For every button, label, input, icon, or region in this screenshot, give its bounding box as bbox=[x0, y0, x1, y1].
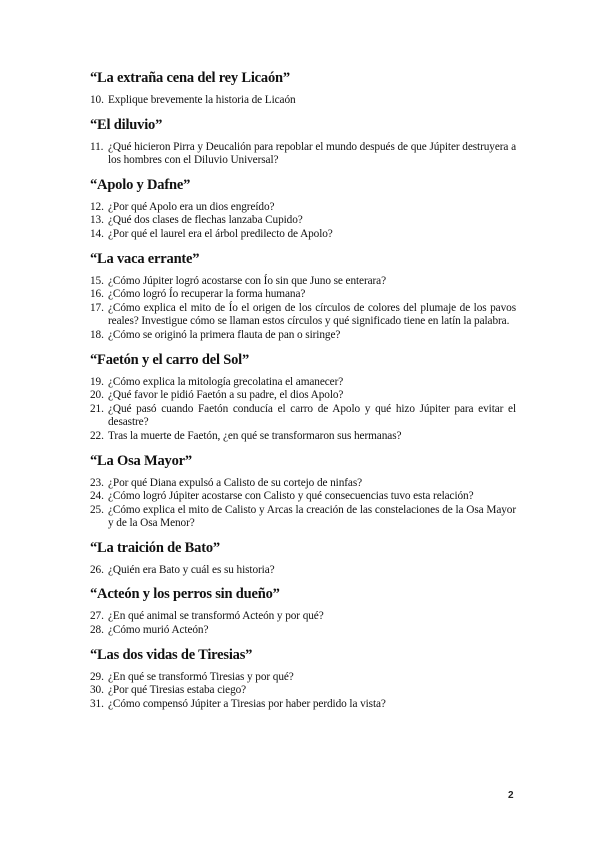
question-text: ¿Qué hicieron Pirra y Deucalión para repoblar el mundo después de que Júpiter destruyera a los hombres con el Diluvio Universal? bbox=[108, 140, 516, 167]
question-item bbox=[90, 430, 516, 444]
question-number: 26. bbox=[90, 563, 104, 576]
section bbox=[90, 70, 516, 108]
question-text: ¿Por qué Tiresias estaba ciego? bbox=[108, 684, 247, 697]
question-list bbox=[90, 201, 516, 242]
question-number: 30. bbox=[90, 684, 104, 697]
question-item bbox=[90, 610, 516, 624]
question-item bbox=[90, 94, 516, 108]
question-text: ¿Qué pasó cuando Faetón conducía el carro de Apolo y qué hizo Júpiter para evitar el desastre? bbox=[108, 402, 516, 429]
question-text: ¿En qué animal se transformó Acteón y por qué? bbox=[108, 610, 324, 623]
question-list bbox=[90, 275, 516, 343]
section-title: “Apolo y Dafne” bbox=[90, 176, 191, 193]
question-text: ¿En qué se transformó Tiresias y por qué? bbox=[108, 670, 294, 683]
section-title: “Las dos vidas de Tiresias” bbox=[90, 646, 253, 663]
section bbox=[90, 540, 516, 578]
page-number: 2 bbox=[508, 790, 514, 801]
question-number: 10. bbox=[90, 94, 104, 106]
question-number: 17. bbox=[90, 301, 104, 314]
question-text: ¿Cómo explica el mito de Ío el origen de los círculos de colores del plumaje de los pavos reales? Investigue cómo se llaman estos círculos y qué significado tiene en latín la palabra. bbox=[108, 301, 516, 328]
section bbox=[90, 352, 516, 444]
question-list bbox=[90, 671, 516, 712]
question-number: 11. bbox=[90, 140, 104, 153]
question-text: ¿Cómo compensó Júpiter a Tiresias por haber perdido la vista? bbox=[108, 697, 386, 710]
question-number: 29. bbox=[90, 670, 104, 683]
question-item bbox=[90, 698, 516, 712]
question-number: 14. bbox=[90, 227, 104, 240]
question-text: ¿Qué dos clases de flechas lanzaba Cupido? bbox=[108, 214, 303, 227]
question-text: ¿Por qué Apolo era un dios engreído? bbox=[108, 200, 275, 213]
question-list bbox=[90, 376, 516, 444]
question-item bbox=[90, 490, 516, 504]
question-item bbox=[90, 376, 516, 390]
question-item bbox=[90, 624, 516, 638]
question-number: 12. bbox=[90, 200, 104, 213]
section-title: “La traición de Bato” bbox=[90, 539, 220, 556]
question-text: ¿Cómo logró Júpiter acostarse con Calisto y qué consecuencias tuvo esta relación? bbox=[108, 490, 474, 503]
section bbox=[90, 251, 516, 343]
question-item bbox=[90, 141, 516, 168]
question-number: 28. bbox=[90, 624, 104, 637]
section-title: “La extraña cena del rey Licaón” bbox=[90, 70, 290, 86]
question-item bbox=[90, 214, 516, 228]
question-item bbox=[90, 564, 516, 578]
question-number: 21. bbox=[90, 402, 104, 415]
question-item bbox=[90, 504, 516, 531]
question-text: ¿Cómo explica el mito de Calisto y Arcas la creación de las constelaciones de la Osa Mayor y de la Osa Menor? bbox=[108, 503, 516, 530]
question-text: ¿Cómo logró Ío recuperar la forma humana? bbox=[108, 288, 306, 301]
question-text: ¿Por qué Diana expulsó a Calisto de su cortejo de ninfas? bbox=[108, 476, 363, 489]
question-text: ¿Cómo Júpiter logró acostarse con Ío sin que Juno se enterara? bbox=[108, 274, 387, 287]
question-list bbox=[90, 564, 516, 578]
section bbox=[90, 647, 516, 712]
question-text: ¿Cómo murió Acteón? bbox=[108, 624, 209, 637]
question-text: ¿Quién era Bato y cuál es su historia? bbox=[108, 563, 275, 576]
question-number: 13. bbox=[90, 214, 104, 227]
document-body bbox=[90, 70, 516, 720]
question-list bbox=[90, 610, 516, 637]
question-item bbox=[90, 403, 516, 430]
question-item bbox=[90, 201, 516, 215]
question-number: 31. bbox=[90, 697, 104, 710]
question-list bbox=[90, 477, 516, 531]
question-number: 15. bbox=[90, 274, 104, 287]
question-number: 24. bbox=[90, 490, 104, 503]
question-item bbox=[90, 329, 516, 343]
question-item bbox=[90, 288, 516, 302]
question-number: 25. bbox=[90, 503, 104, 516]
question-text: ¿Por qué el laurel era el árbol predilecto de Apolo? bbox=[108, 227, 333, 240]
section bbox=[90, 117, 516, 168]
question-number: 27. bbox=[90, 610, 104, 623]
question-list bbox=[90, 141, 516, 168]
section-title: “Faetón y el carro del Sol” bbox=[90, 351, 250, 368]
section-title: “La vaca errante” bbox=[90, 250, 200, 267]
question-number: 22. bbox=[90, 429, 104, 442]
question-text: ¿Qué favor le pidió Faetón a su padre, el dios Apolo? bbox=[108, 389, 344, 402]
question-text: ¿Cómo se originó la primera flauta de pan o siringe? bbox=[108, 328, 341, 341]
question-item bbox=[90, 302, 516, 329]
question-text: ¿Cómo explica la mitología grecolatina el amanecer? bbox=[108, 375, 344, 388]
question-text: Tras la muerte de Faetón, ¿en qué se transformaron sus hermanas? bbox=[108, 429, 402, 442]
question-number: 20. bbox=[90, 389, 104, 402]
section bbox=[90, 453, 516, 531]
question-number: 16. bbox=[90, 288, 104, 301]
question-list bbox=[90, 94, 516, 108]
question-item bbox=[90, 477, 516, 491]
question-item bbox=[90, 275, 516, 289]
section bbox=[90, 177, 516, 242]
question-number: 19. bbox=[90, 375, 104, 388]
section bbox=[90, 586, 516, 637]
question-item bbox=[90, 389, 516, 403]
question-number: 23. bbox=[90, 476, 104, 489]
section-title: “La Osa Mayor” bbox=[90, 452, 192, 469]
question-number: 18. bbox=[90, 328, 104, 341]
question-text: Explique brevemente la historia de Licaón bbox=[108, 94, 296, 106]
question-item bbox=[90, 228, 516, 242]
question-item bbox=[90, 671, 516, 685]
question-item bbox=[90, 684, 516, 698]
section-title: “El diluvio” bbox=[90, 116, 163, 133]
section-title: “Acteón y los perros sin dueño” bbox=[90, 586, 280, 603]
